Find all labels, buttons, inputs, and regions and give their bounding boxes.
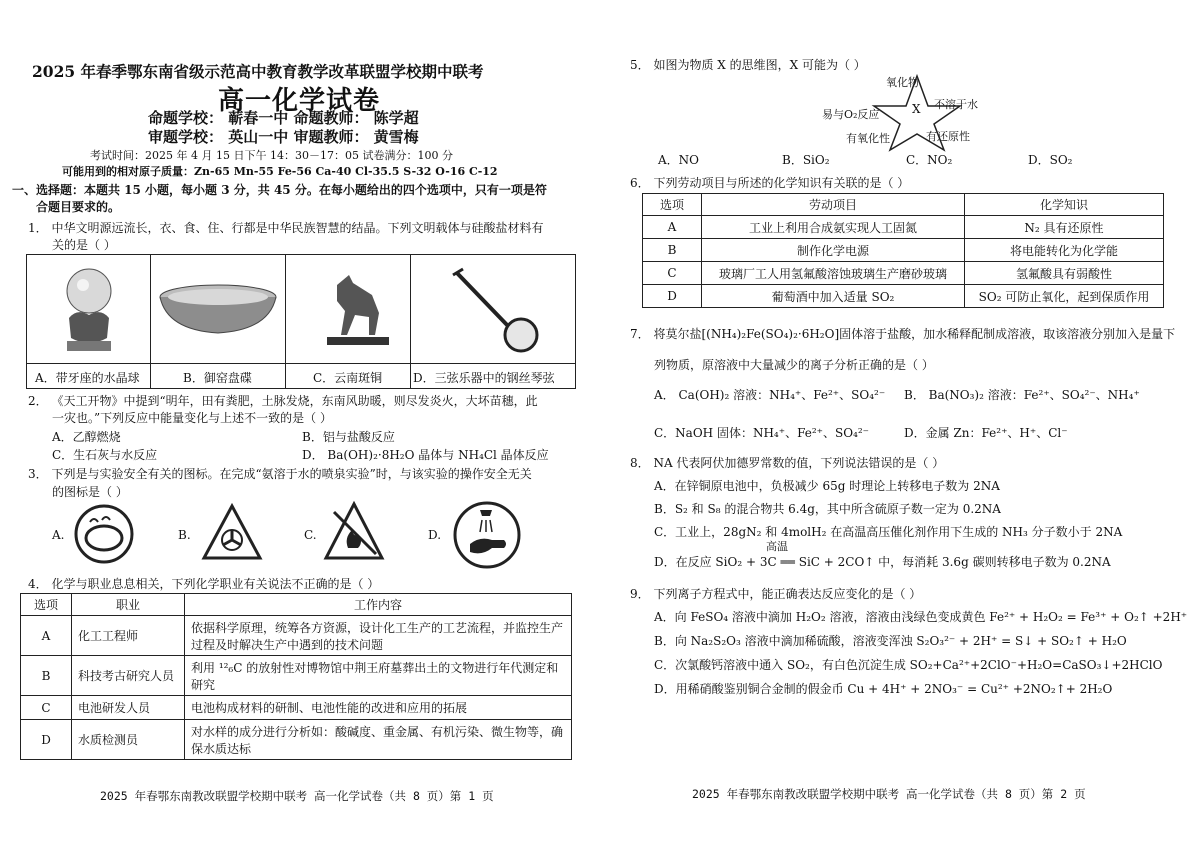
question-3-label-d: D. <box>428 528 442 542</box>
question-1-option-b[interactable]: B．御窑盘碟 <box>183 371 252 385</box>
question-3-stem-cont: 的图标是（ ） <box>52 485 128 499</box>
star-right-label: 不溶于水 <box>934 98 978 111</box>
table-row[interactable] <box>643 239 1164 262</box>
ventilation-icon[interactable] <box>200 502 264 562</box>
star-top-label: 氧化物 <box>886 76 919 89</box>
table-header: 劳动项目 <box>702 194 965 216</box>
table-cell: 葡萄酒中加入适量 SO₂ <box>702 285 965 308</box>
page-2 <box>600 0 1200 848</box>
exam-subtitle: 高一化学试卷 <box>218 86 381 116</box>
question-5-option-a[interactable]: A．NO <box>658 153 700 167</box>
question-3-label-c: C. <box>304 528 317 542</box>
star-left-label: 易与O₂反应 <box>822 108 880 121</box>
table-header: 工作内容 <box>185 594 572 616</box>
question-8-option-b[interactable]: B．S₂ 和 S₈ 的混合物共 6.4g，其中所含硫原子数一定为 0.2NA <box>654 502 1001 516</box>
question-2-option-d[interactable]: D． Ba(OH)₂·8H₂O 晶体与 NH₄Cl 晶体反应 <box>302 448 549 462</box>
question-6-table <box>642 193 1164 308</box>
question-5-stem: 5． 如图为物质 X 的思维图，X 可能为（ ） <box>630 58 866 72</box>
high-temperature-condition: 高温 <box>766 540 788 553</box>
wash-hands-icon[interactable] <box>452 500 522 570</box>
section-1-heading-cont: 合题目要求的。 <box>36 200 121 214</box>
question-9-option-b[interactable]: B．向 Na₂S₂O₃ 溶液中滴加稀硫酸，溶液变浑浊 S₂O₃²⁻ + 2H⁺ = S↓ + SO₂↑ + H₂O <box>654 634 1127 648</box>
question-8-option-a[interactable]: A．在锌铜原电池中，负极减少 65g 时理论上转移电子数为 2NA <box>654 479 1000 493</box>
exam-title: 2025 年春季鄂东南省级示范高中教育教学改革联盟学校期中联考 <box>32 62 484 81</box>
question-5-option-d[interactable]: D．SO₂ <box>1028 153 1073 167</box>
question-7-stem: 7． 将莫尔盐[(NH₄)₂Fe(SO₄)₂·6H₂O]固体溶于盐酸，加水稀释配制成溶液，取该溶液分别加入是量下 <box>630 327 1176 341</box>
question-7-stem-cont: 列物质，原溶液中大量减少的离子分析正确的是（ ） <box>654 358 934 372</box>
reviewer-line: 审题学校： 英山一中 审题教师： 黄雪梅 <box>148 128 419 146</box>
question-7-option-b[interactable]: B． Ba(NO₃)₂ 溶液：Fe²⁺、SO₄²⁻、NH₄⁺ <box>904 388 1140 402</box>
question-7-option-d[interactable]: D．金属 Zn：Fe²⁺、H⁺、Cl⁻ <box>904 426 1068 440</box>
table-cell: N₂ 具有还原性 <box>965 216 1164 239</box>
question-5-option-b[interactable]: B．SiO₂ <box>782 153 830 167</box>
question-4-table <box>20 593 572 760</box>
table-cell: C <box>643 262 702 285</box>
table-cell: 利用 ¹²₆C 的放射性对博物馆中荆王府墓葬出土的文物进行年代测定和研究 <box>185 656 572 696</box>
star-bottom-left-label: 有氧化性 <box>846 132 890 145</box>
table-row[interactable] <box>21 720 572 760</box>
table-cell: 电池构成材料的研制、电池性能的改进和应用的拓展 <box>185 696 572 720</box>
question-2-option-c[interactable]: C．生石灰与水反应 <box>52 448 158 462</box>
question-1-stem-cont: 关的是（ ） <box>52 238 116 252</box>
table-cell: A <box>643 216 702 239</box>
table-row[interactable] <box>21 616 572 656</box>
table-cell: 电池研发人员 <box>72 696 185 720</box>
table-row[interactable] <box>643 285 1164 308</box>
question-3-stem: 3． 下列是与实验安全有关的图标。在完成“氨溶于水的喷泉实验”时，与该实验的操作安全无关 <box>28 467 532 481</box>
question-7-option-c[interactable]: C．NaOH 固体：NH₄⁺、Fe²⁺、SO₄²⁻ <box>654 426 869 440</box>
question-3-label-a: A. <box>52 528 65 542</box>
question-2-option-b[interactable]: B．铝与盐酸反应 <box>302 430 395 444</box>
table-cell: 化工工程师 <box>72 616 185 656</box>
table-cell: 将电能转化为化学能 <box>965 239 1164 262</box>
table-cell: 玻璃厂工人用氢氟酸溶蚀玻璃生产磨砂玻璃 <box>702 262 965 285</box>
table-header: 选项 <box>21 594 72 616</box>
table-cell: B <box>643 239 702 262</box>
question-6-stem: 6． 下列劳动项目与所述的化学知识有关联的是（ ） <box>630 176 910 190</box>
question-9-stem: 9． 下列离子方程式中，能正确表达反应变化的是（ ） <box>630 587 922 601</box>
table-row[interactable] <box>643 216 1164 239</box>
question-9-option-a[interactable]: A．向 FeSO₄ 溶液中滴加 H₂O₂ 溶液，溶液由浅绿色变成黄色 Fe²⁺ + H₂O₂ = Fe³⁺ + O₂↑ +2H⁺ <box>654 610 1188 624</box>
table-cell: C <box>21 696 72 720</box>
crystal-ball-image <box>57 263 127 358</box>
page-1-footer: 2025 年春鄂东南教改联盟学校期中联考 高一化学试卷（共 8 页）第 1 页 <box>100 789 494 803</box>
table-cell: 氢氟酸具有弱酸性 <box>965 262 1164 285</box>
author-line: 命题学校： 蕲春一中 命题教师： 陈学超 <box>148 109 419 127</box>
star-center-label: X <box>912 102 921 116</box>
table-row[interactable] <box>21 656 572 696</box>
atomic-masses: 可能用到的相对原子质量：Zn-65 Mn-55 Fe-56 Ca-40 Cl-35.5 S-32 O-16 C-12 <box>62 165 498 178</box>
page-2-footer: 2025 年春鄂东南教改联盟学校期中联考 高一化学试卷（共 8 页）第 2 页 <box>692 787 1086 801</box>
table-cell: D <box>21 720 72 760</box>
question-9-option-c[interactable]: C．次氯酸钙溶液中通入 SO₂，有白色沉淀生成 SO₂+Ca²⁺+2ClO⁻+H₂O=CaSO₃↓+2HClO <box>654 658 1163 672</box>
table-cell: 依据科学原理，统筹各方资源，设计化工生产的工艺流程，并监控生产过程及时解决生产中遇到的技术问题 <box>185 616 572 656</box>
bronze-horse-image <box>317 265 397 355</box>
table-row[interactable] <box>21 696 572 720</box>
exam-info: 考试时间：2025 年 4 月 15 日下午 14：30－17：05 试卷满分：100 分 <box>90 149 453 162</box>
question-9-option-d[interactable]: D．用稀硝酸鉴别铜合金制的假金币 Cu + 4H⁺ + 2NO₃⁻ = Cu²⁺ +2NO₂↑+ 2H₂O <box>654 682 1113 696</box>
question-8-option-c[interactable]: C．工业上，28gN₂ 和 4molH₂ 在高温高压催化剂作用下生成的 NH₃ 分子数小于 2NA <box>654 525 1123 539</box>
table-cell: 科技考古研究人员 <box>72 656 185 696</box>
table-header: 化学知识 <box>965 194 1164 216</box>
table-cell: D <box>643 285 702 308</box>
question-1-option-a[interactable]: A．带牙座的水晶球 <box>35 371 140 385</box>
question-8-option-d[interactable]: D．在反应 SiO₂ + 3C ══ SiC + 2CO↑ 中，每消耗 3.6g 碳则转移电子数为 0.2NA <box>654 555 1111 569</box>
hot-surface-icon[interactable] <box>72 502 136 566</box>
table-cell: 对水样的成分进行分析如：酸碱度、重金属、有机污染、微生物等，确保水质达标 <box>185 720 572 760</box>
question-3-label-b: B. <box>178 528 191 542</box>
table-cell: 工业上利用合成氨实现人工固氮 <box>702 216 965 239</box>
porcelain-plate-image <box>157 275 279 345</box>
question-1-option-c[interactable]: C．云南斑铜 <box>313 371 383 385</box>
question-4-stem: 4． 化学与职业息息相关，下列化学职业有关说法不正确的是（ ） <box>28 577 380 591</box>
question-1-option-d[interactable]: D．三弦乐器中的钢丝琴弦 <box>413 371 555 385</box>
table-cell: SO₂ 可防止氧化，起到保质作用 <box>965 285 1164 308</box>
no-open-flame-icon[interactable] <box>322 500 386 564</box>
table-cell: 水质检测员 <box>72 720 185 760</box>
question-5-option-c[interactable]: C．NO₂ <box>906 153 953 167</box>
sanxian-instrument-image <box>447 265 547 355</box>
question-1-stem: 1． 中华文明源远流长，衣、食、住、行都是中华民族智慧的结晶。下列文明载体与硅酸盐材料有 <box>28 221 544 235</box>
table-header: 职业 <box>72 594 185 616</box>
table-header: 选项 <box>643 194 702 216</box>
star-bottom-right-label: 有还原性 <box>926 130 970 143</box>
table-row[interactable] <box>643 262 1164 285</box>
question-2-stem: 2． 《天工开物》中提到“明年，田有粪肥，土脉发烧，东南风助暖，则尽发炎火，大坏苗穗，此 <box>28 394 538 408</box>
table-cell: A <box>21 616 72 656</box>
question-7-option-a[interactable]: A． Ca(OH)₂ 溶液：NH₄⁺、Fe²⁺、SO₄²⁻ <box>654 388 886 402</box>
table-cell: 制作化学电源 <box>702 239 965 262</box>
question-2-option-a[interactable]: A．乙醇燃烧 <box>52 430 121 444</box>
table-cell: B <box>21 656 72 696</box>
question-8-stem: 8． NA 代表阿伏加德罗常数的值，下列说法错误的是（ ） <box>630 456 945 470</box>
section-1-heading: 一、选择题：本题共 15 小题，每小题 3 分，共 45 分。在每小题给出的四个选项中，只有一项是符 <box>12 183 547 197</box>
question-1-image-table <box>26 254 576 389</box>
question-2-stem-cont: 一灾也。”下列反应中能量变化与上述不一致的是（ ） <box>52 411 332 425</box>
